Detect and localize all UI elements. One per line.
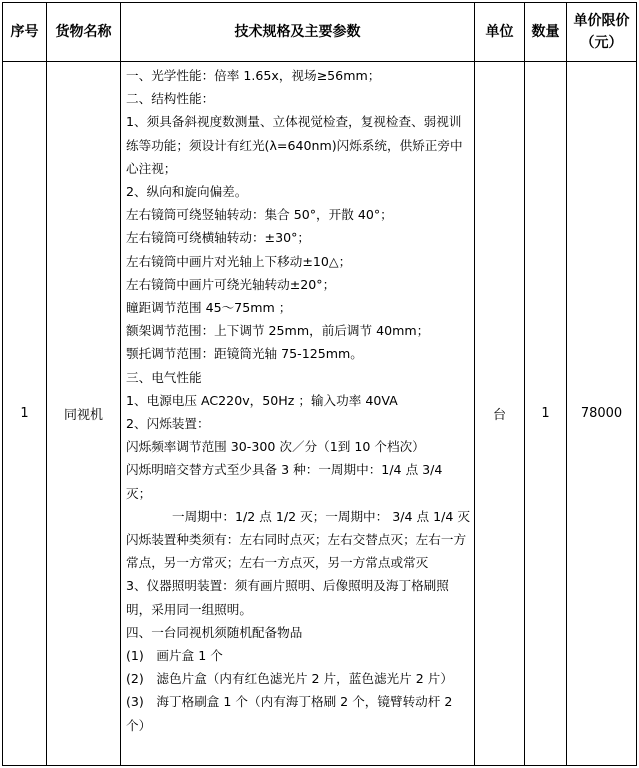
param-line: 2、纵向和旋向偏差。 bbox=[126, 184, 248, 200]
param-line: 左右镜筒可绕竖轴转动：集合 50°，开散 40°； bbox=[126, 207, 393, 223]
header-price: 单价限价（元） bbox=[567, 3, 637, 62]
param-line: 三、电气性能 bbox=[126, 369, 202, 385]
param-line: 3、仪器照明装置：须有画片照明、后像照明及海丁格刷照明，采用同一组照明。 bbox=[126, 578, 449, 617]
cell-price: 78000 bbox=[567, 62, 637, 766]
param-line: 闪烁频率调节范围 30-300 次／分（1到 10 个档次） bbox=[126, 439, 425, 455]
table-row bbox=[3, 62, 637, 766]
header-seq: 序号 bbox=[3, 3, 47, 62]
param-line: 瞳距调节范围 45～75mm ； bbox=[126, 300, 292, 316]
param-line: 额架调节范围：上下调节 25mm，前后调节 40mm； bbox=[126, 323, 430, 339]
param-line: 左右镜筒可绕横轴转动：±30°； bbox=[126, 230, 310, 246]
param-line: 一、光学性能：倍率 1.65x，视场≥56mm； bbox=[126, 68, 381, 83]
param-line: 1、电源电压 AC220v，50Hz ；输入功率 40VA bbox=[126, 392, 398, 408]
param-line: (1) 画片盒 1 个 bbox=[126, 648, 223, 664]
header-spec: 技术规格及主要参数 bbox=[121, 3, 475, 62]
param-line: (2) 滤色片盒（内有红色滤光片 2 片，蓝色滤光片 2 片） bbox=[126, 671, 453, 687]
param-line: 2、闪烁装置： bbox=[126, 416, 210, 432]
param-line: 颚托调节范围：距镜筒光轴 75-125mm。 bbox=[126, 346, 363, 362]
param-line: (3) 海丁格刷盒 1 个（内有海丁格刷 2 个，镜臂转动杆 2 个） bbox=[126, 694, 453, 733]
cell-seq: 1 bbox=[3, 62, 47, 766]
param-line: 闪烁明暗交替方式至少具备 3 种：一周期中：1/4 点 3/4 灭； bbox=[126, 462, 443, 501]
spec-table bbox=[2, 2, 637, 766]
param-line: 四、一台同视机须随机配备物品 bbox=[126, 624, 303, 640]
header-name: 货物名称 bbox=[47, 3, 121, 62]
header-qty: 数量 bbox=[525, 3, 567, 62]
header-unit: 单位 bbox=[475, 3, 525, 62]
cell-unit: 台 bbox=[475, 62, 525, 766]
param-line: 左右镜筒中画片可绕光轴转动±20°； bbox=[126, 276, 336, 292]
param-line: 1、须具备斜视度数测量、立体视觉检查，复视检查、弱视训练等功能；须设计有红光(λ=640nm)闪烁系统，供矫正旁中心注视； bbox=[126, 114, 463, 176]
cell-name: 同视机 bbox=[47, 62, 121, 766]
cell-qty: 1 bbox=[525, 62, 567, 766]
param-line: 一周期中：1/2 点 1/2 灭；一周期中： 3/4 点 1/4 灭 bbox=[171, 508, 470, 524]
param-line: 闪烁装置种类须有：左右同时点灭；左右交替点灭；左右一方常点，另一方常灭；左右一方点灭，另一方常点或常灭 bbox=[126, 532, 467, 571]
param-line: 左右镜筒中画片对光轴上下移动±10△； bbox=[126, 253, 352, 269]
cell-params bbox=[121, 62, 475, 766]
header-row bbox=[3, 3, 637, 62]
param-line: 二、结构性能： bbox=[126, 91, 215, 107]
